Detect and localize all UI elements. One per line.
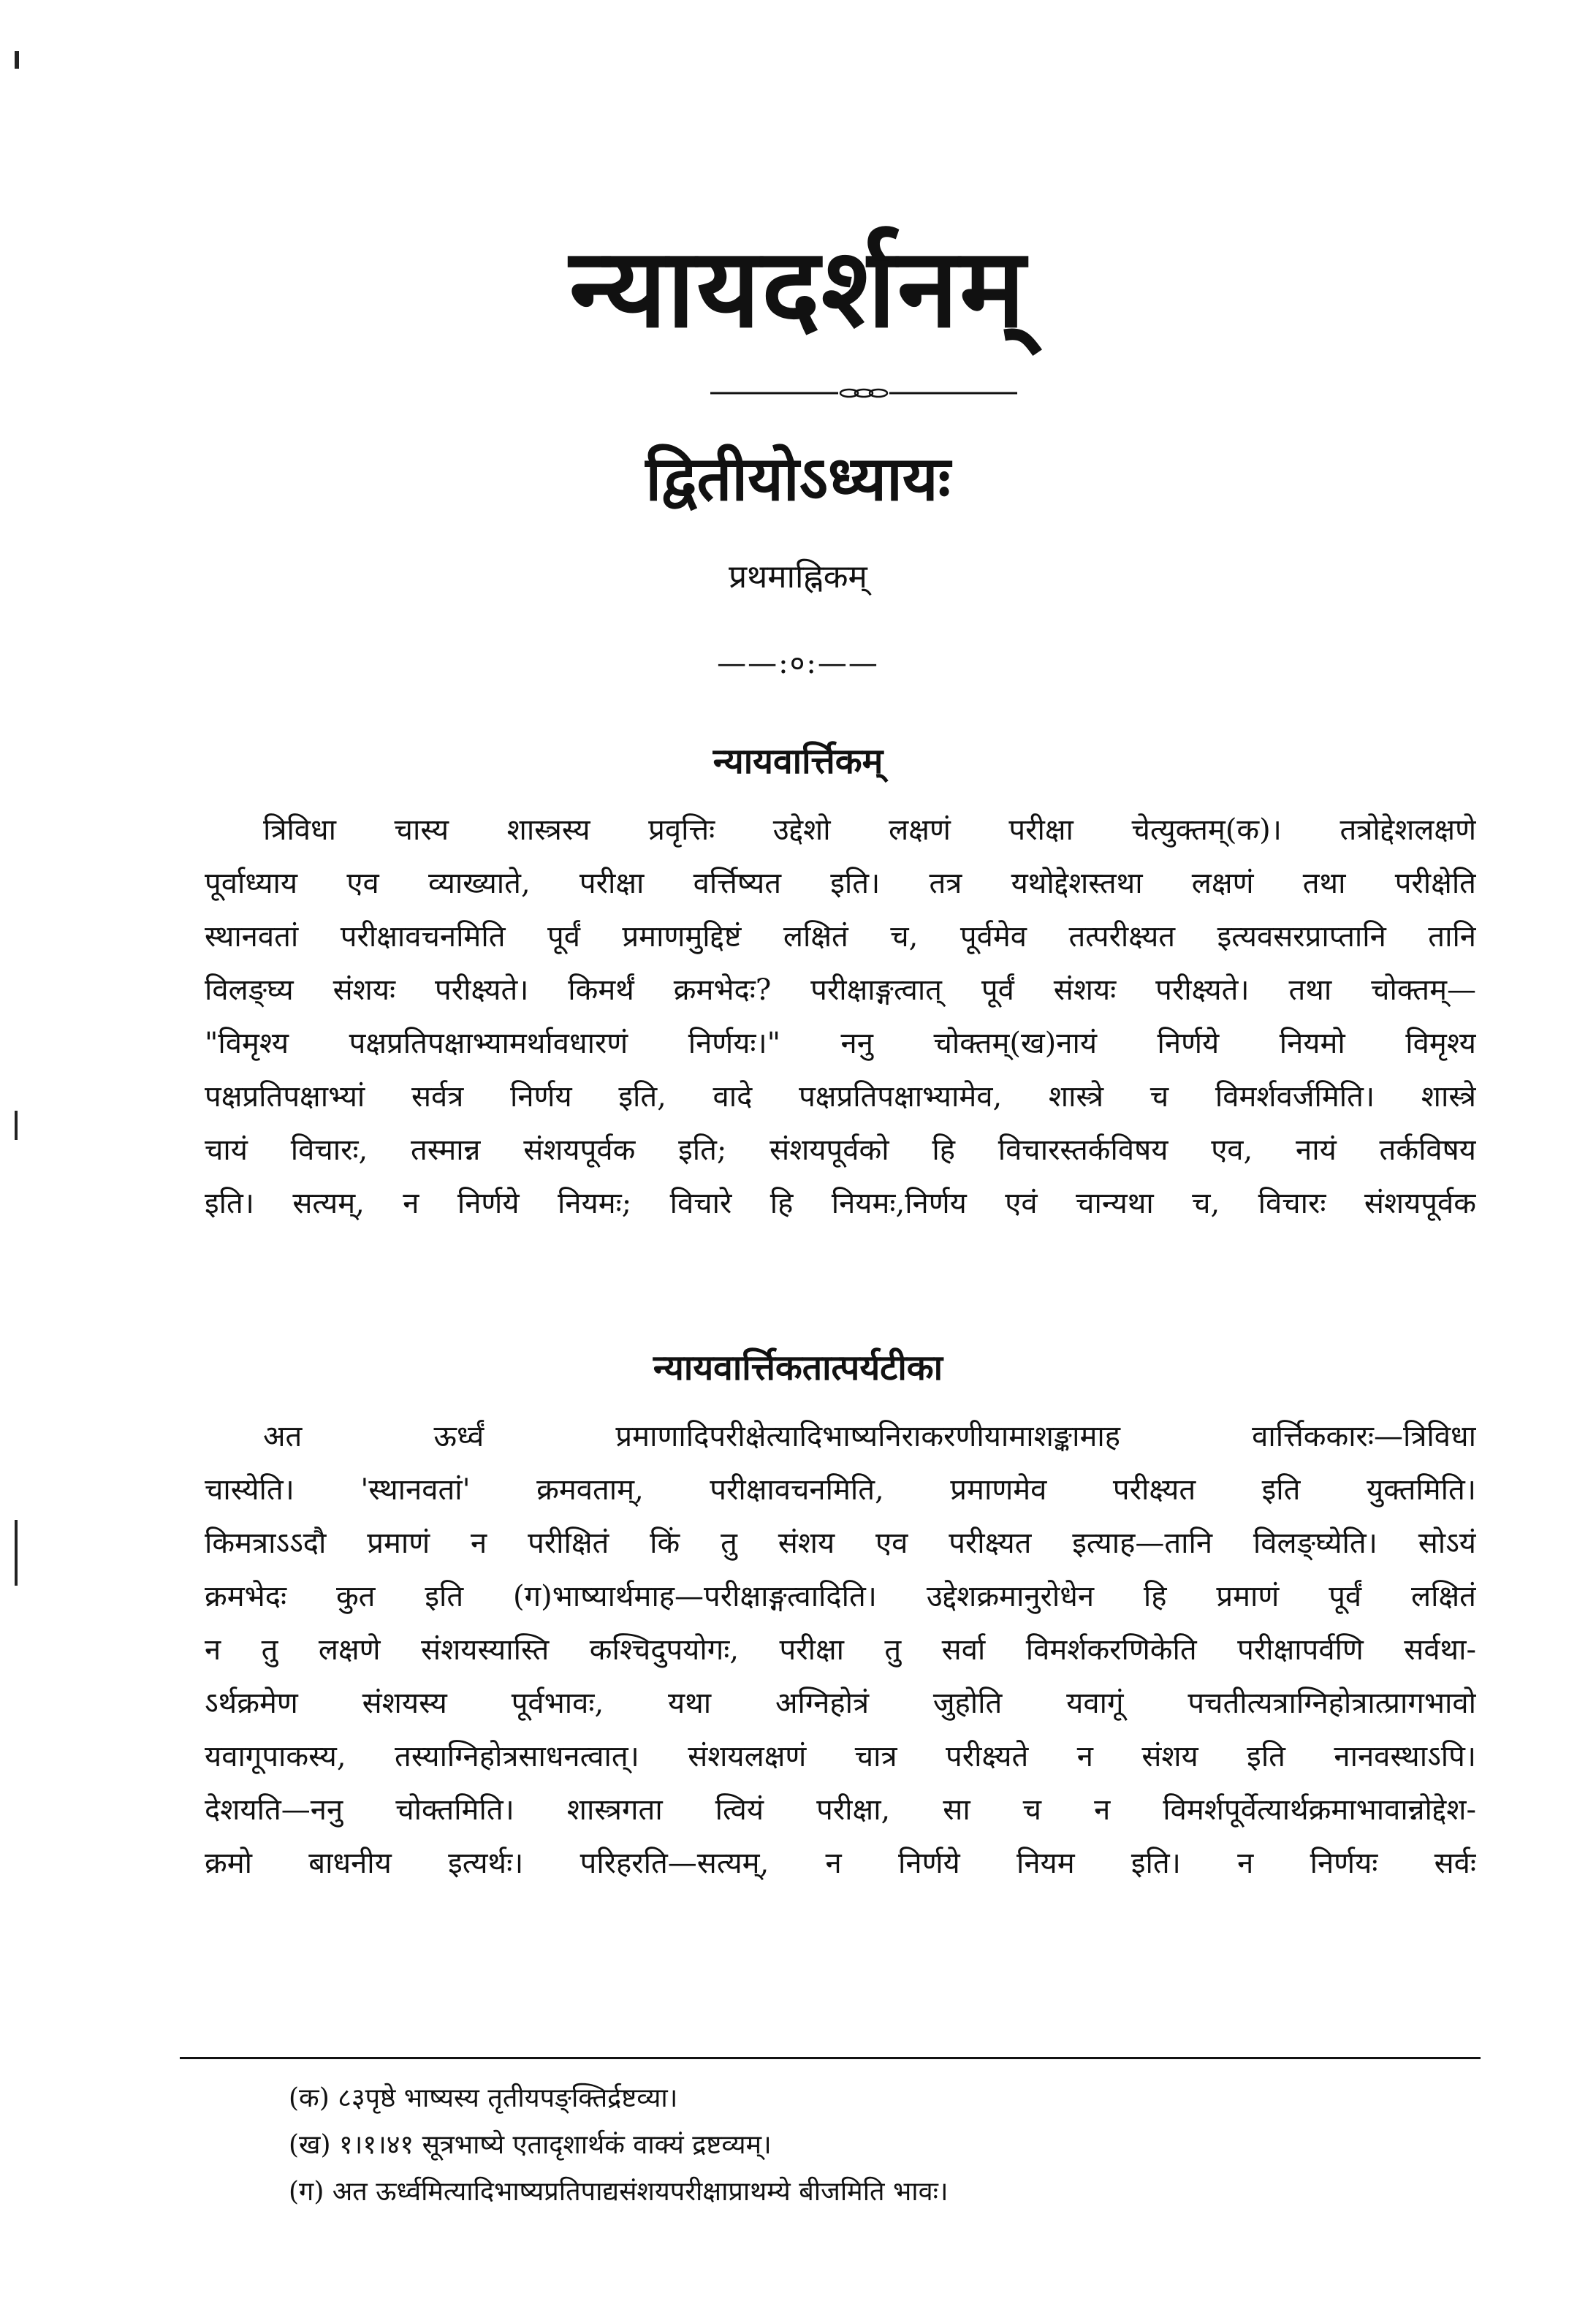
text-line: ऽर्थक्रमेण संशयस्य पूर्वभावः, यथा अग्निहोत्रं जुहोति यवागूं पचतीत्यत्राग्निहोत्रात्प्रागभावो: [205, 1687, 1476, 1720]
subcommentary-heading: न्यायवार्त्तिकतात्पर्यटीका: [653, 1347, 943, 1388]
commentary-heading: न्यायवार्त्तिकम्: [712, 741, 884, 782]
book-title: न्यायदर्शनम्: [569, 225, 1027, 352]
subcommentary-text: [205, 1410, 1476, 1890]
scan-mark: [15, 1520, 18, 1586]
scan-mark: [15, 1111, 18, 1140]
scan-mark: [15, 51, 19, 69]
text-line: क्रमो बाधनीय इत्यर्थः। परिहरति—सत्यम्, न निर्णये नियम इति। न निर्णयः सर्वः: [205, 1847, 1476, 1880]
text-line: चास्येति। 'स्थानवतां' क्रमवताम्, परीक्षावचनमिति, प्रमाणमेव परीक्ष्यत इति युक्तमिति।: [205, 1473, 1476, 1507]
text-line: अत ऊर्ध्वं प्रमाणादिपरीक्षेत्यादिभाष्यनिराकरणीयामाशङ्कामाह वार्त्तिककारः—त्रिविधा: [263, 1420, 1476, 1453]
footnote-divider: [180, 2057, 1481, 2059]
commentary-text: [205, 804, 1476, 1231]
footnotes: [289, 2075, 1458, 2216]
footnote: (ग) अत ऊर्ध्वमित्यादिभाष्यप्रतिपाद्यसंशयपरीक्षाप्राथम्ये बीजमिति भावः।: [289, 2177, 949, 2207]
footnote: (क) ८३पृष्ठे भाष्यस्य तृतीयपङ्क्तिर्द्रष्टव्या।: [289, 2083, 678, 2113]
text-line: यवागूपाकस्य, तस्याग्निहोत्रसाधनत्वात्। संशयलक्षणं चात्र परीक्ष्यते न संशय इति नानवस्थाऽपि।: [205, 1740, 1476, 1773]
text-line: स्थानवतां परीक्षावचनमिति पूर्वं प्रमाणमुद्दिष्टं लक्षितं च, पूर्वमेव तत्परीक्ष्यत इत्यवसरप्राप्तानि तानि: [205, 920, 1476, 954]
section-subheading: प्रथमाह्निकम्: [729, 558, 867, 596]
text-line: देशयति—ननु चोक्तमिति। शास्त्रगता त्वियं परीक्षा, सा च न विमर्शपूर्वेत्यार्थक्रमाभावान्नोद्देश-: [205, 1793, 1476, 1827]
text-line: किमत्राऽऽदौ प्रमाणं न परीक्षितं किं तु संशय एव परीक्ष्यत इत्याह—तानि विलङ्घ्येति। सोऽयं: [205, 1526, 1476, 1560]
text-line: "विमृश्य पक्षप्रतिपक्षाभ्यामर्थावधारणं निर्णयः।" ननु चोक्तम्(ख)नायं निर्णये नियमो विमृश्य: [205, 1027, 1476, 1060]
chapter-heading: द्वितीयोऽध्यायः: [645, 443, 951, 514]
footnote: (ख) १।१।४१ सूत्रभाष्ये एतादृशार्थकं वाक्यं द्रष्टव्यम्।: [289, 2130, 772, 2160]
text-line: न तु लक्षणे संशयस्यास्ति कश्चिदुपयोगः, परीक्षा तु सर्वा विमर्शकरणिकेति परीक्षापर्वणि सर्वथा-: [205, 1633, 1476, 1667]
title-ornament: [710, 387, 1017, 399]
text-line: विलङ्घ्य संशयः परीक्ष्यते। किमर्थं क्रमभेदः? परीक्षाङ्गत्वात् पूर्वं संशयः परीक्ष्यते। तथा चोक्तम्—: [205, 973, 1476, 1007]
separator: ——:०:——: [717, 647, 879, 680]
text-line: त्रिविधा चास्य शास्त्रस्य प्रवृत्तिः उद्देशो लक्षणं परीक्षा चेत्युक्तम्(क)। तत्रोद्देशलक्षणे: [263, 813, 1476, 847]
text-line: इति। सत्यम्, न निर्णये नियमः; विचारे हि नियमः,निर्णय एवं चान्यथा च, विचारः संशयपूर्वक: [205, 1187, 1476, 1220]
text-line: चायं विचारः, तस्मान्न संशयपूर्वक इति; संशयपूर्वको हि विचारस्तर्कविषय एव, नायं तर्कविषय: [205, 1133, 1476, 1167]
text-line: पूर्वाध्याय एव व्याख्याते, परीक्षा वर्त्तिष्यत इति। तत्र यथोद्देशस्तथा लक्षणं तथा परीक्षेति: [205, 867, 1476, 900]
text-line: क्रमभेदः कुत इति (ग)भाष्यार्थमाह—परीक्षाङ्गत्वादिति। उद्देशक्रमानुरोधेन हि प्रमाणं पूर्वं लक्षितं: [205, 1580, 1476, 1613]
text-line: पक्षप्रतिपक्षाभ्यां सर्वत्र निर्णय इति, वादे पक्षप्रतिपक्षाभ्यामेव, शास्त्रे च विमर्शवर्जमिति। शास्त्रे: [205, 1080, 1476, 1114]
